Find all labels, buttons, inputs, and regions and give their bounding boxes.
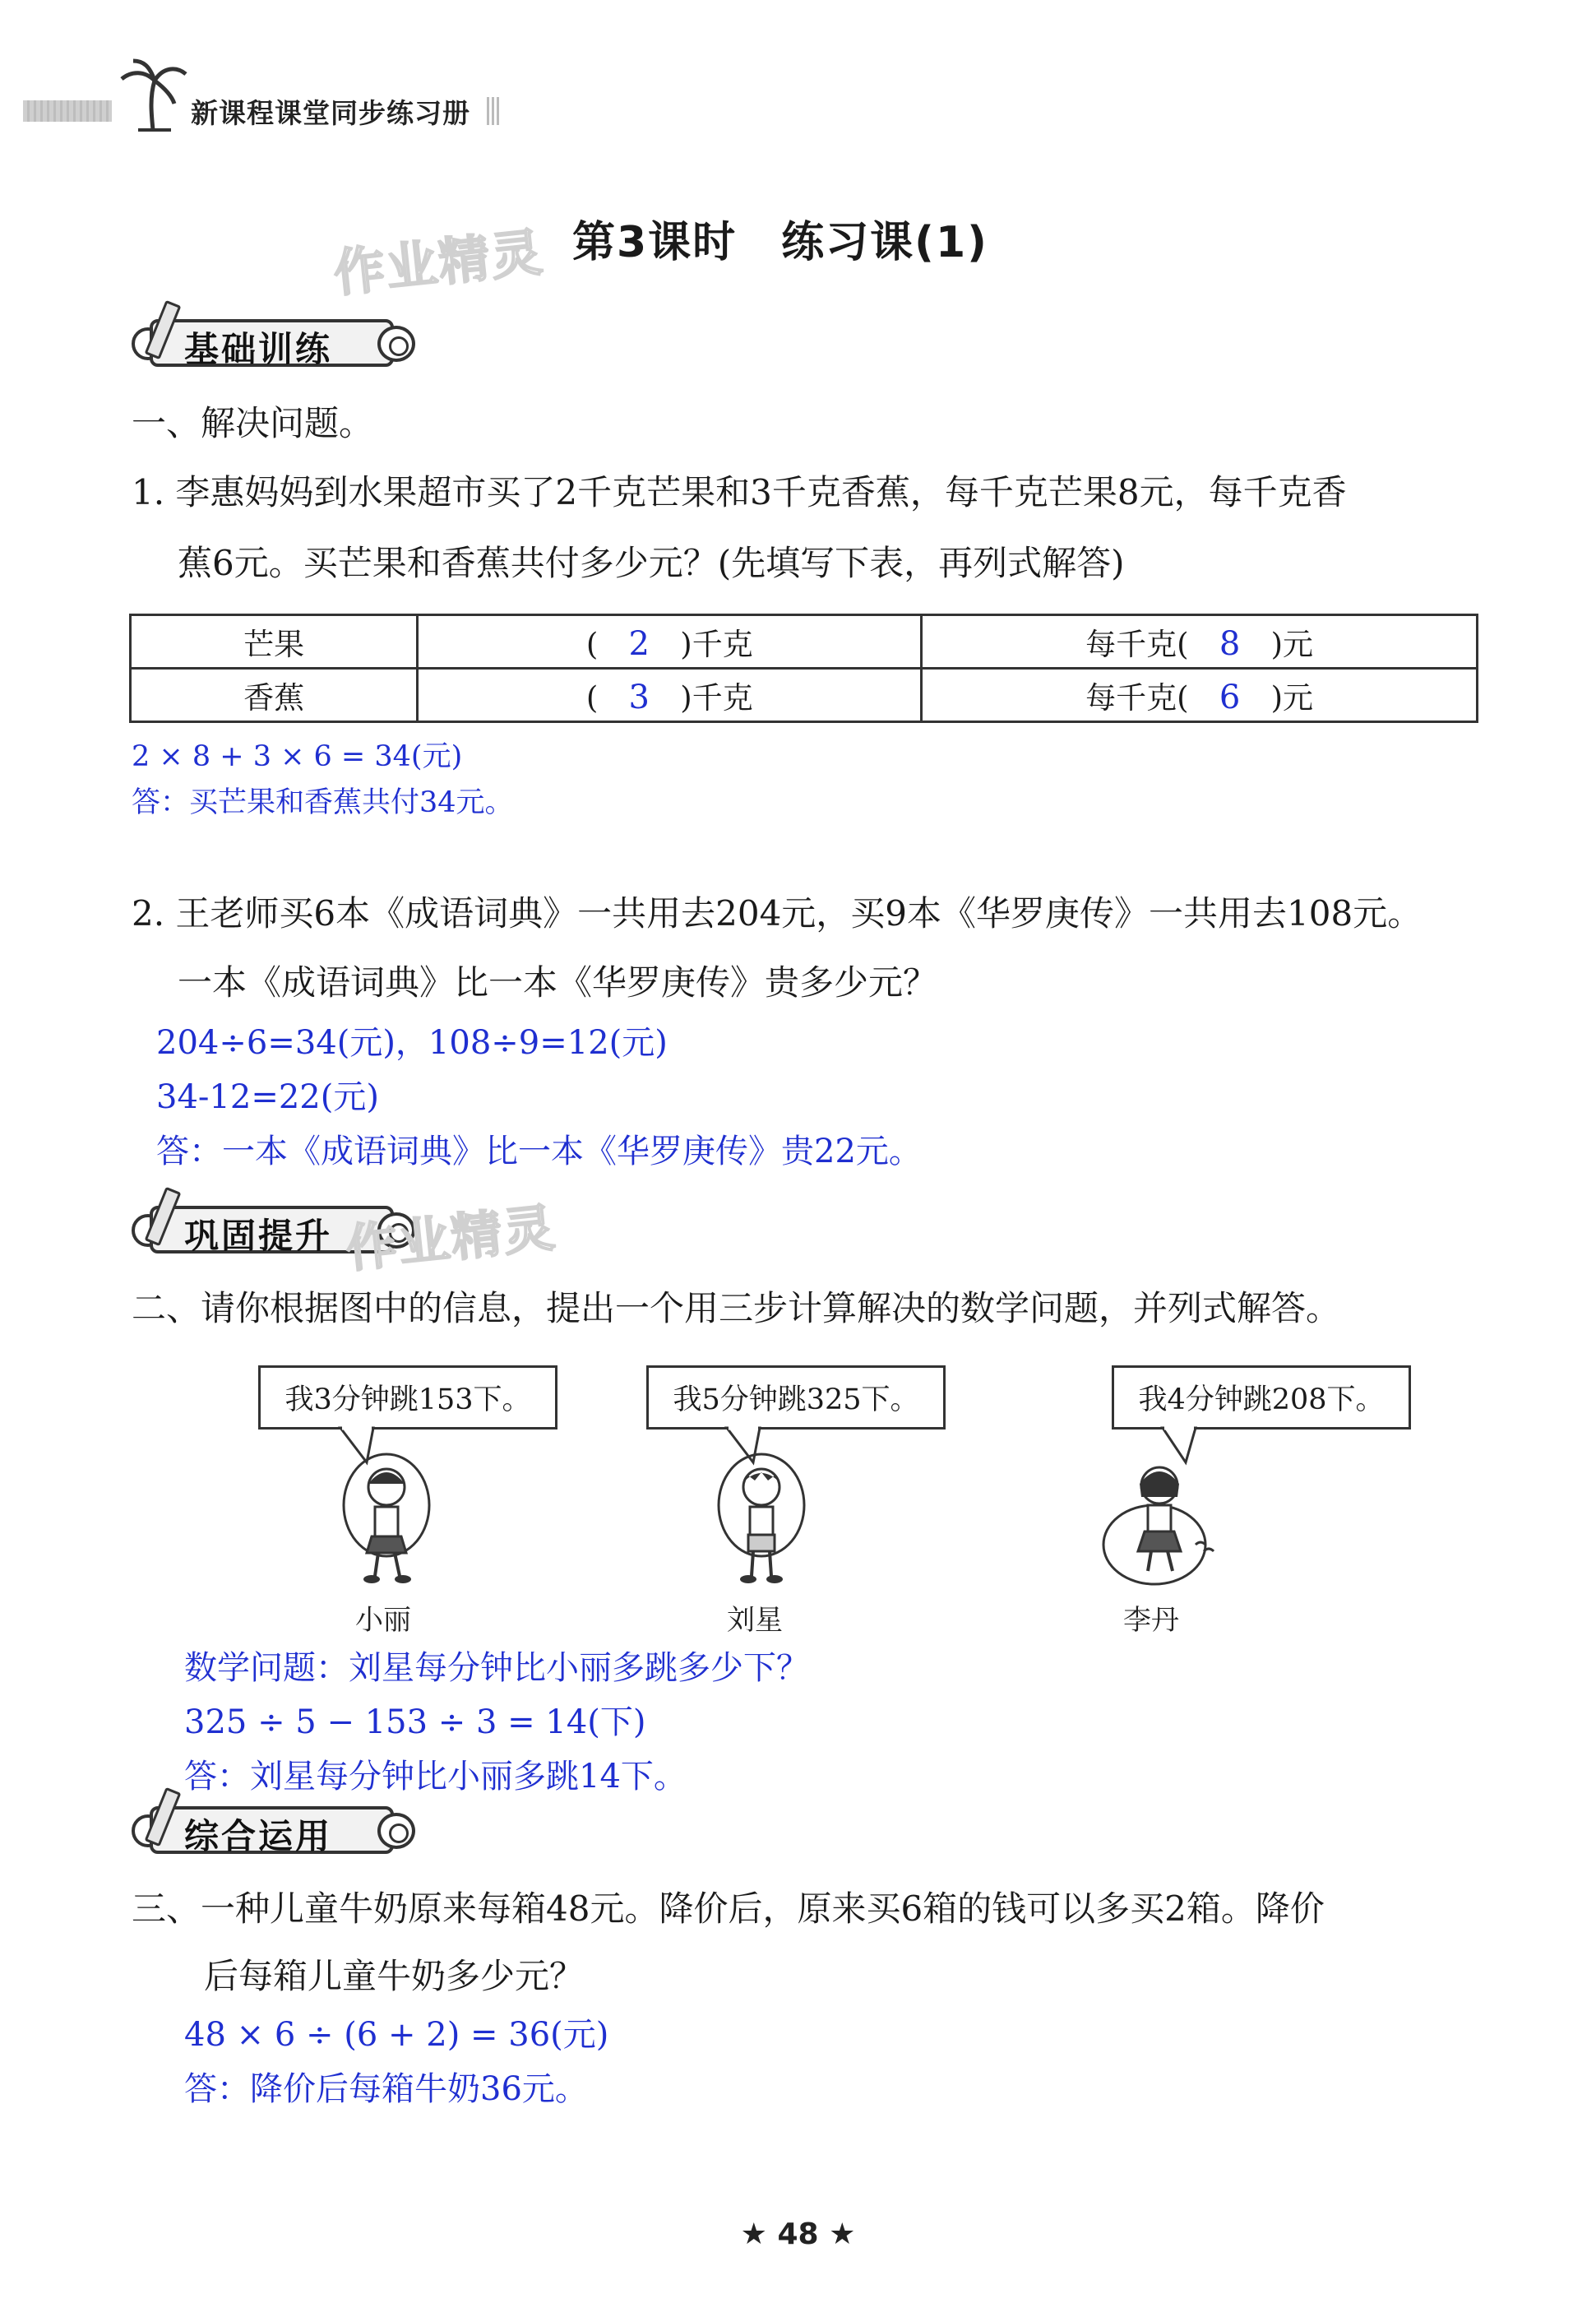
filled-answer: 6 [1219, 679, 1241, 716]
q2-answer-calc2: 34-12=22(元) [156, 1078, 379, 1116]
girl-jumping-rope-icon [329, 1448, 444, 1587]
header-decoration-bar [23, 100, 112, 122]
header-ticks [487, 97, 500, 125]
section-title: 巩固提升 [184, 1216, 333, 1256]
fruit-table [129, 614, 1478, 723]
table-row [131, 615, 1478, 669]
q2-text-line1: 2. 王老师买6本《成语词典》一共用去204元，买9本《华罗庚传》一共用去108元。 [132, 893, 1423, 934]
q1-answer: 答：买芒果和香蕉共付34元。 [132, 786, 514, 819]
q2-answer-calc1: 204÷6=34(元)，108÷9=12(元) [156, 1024, 668, 1062]
lesson-title: 第3课时 练习课(1) [572, 218, 988, 267]
q1-answer-calc: 2 × 8 + 3 × 6 = 34(元) [132, 740, 463, 773]
star-icon: ★ [818, 2217, 856, 2251]
section-title: 综合运用 [184, 1816, 333, 1856]
watermark: 作业精灵 [343, 1197, 559, 1280]
speech-bubble: 我5分钟跳325下。 [646, 1365, 946, 1430]
part2-answer: 答：刘星每分钟比小丽多跳14下。 [184, 1758, 687, 1796]
filled-answer: 3 [628, 679, 650, 716]
section-banner-basic [132, 316, 415, 370]
part3-text-line2: 后每箱儿童牛奶多少元？ [204, 1956, 585, 1996]
book-title: 新课程课堂同步练习册 [191, 97, 470, 129]
table-cell: ( 3 )千克 [418, 669, 922, 722]
filled-answer: 2 [628, 625, 650, 663]
palm-tree-icon [113, 56, 189, 132]
kid-name: 小丽 [355, 1604, 411, 1637]
boy-jumping-rope-icon [704, 1448, 819, 1587]
page-number-value: 48 [777, 2217, 819, 2251]
part2-question: 数学问题：刘星每分钟比小丽多跳多少下？ [184, 1649, 809, 1687]
q2-text-line2: 一本《成语词典》比一本《华罗庚传》贵多少元？ [178, 962, 938, 1003]
table-cell: ( 2 )千克 [418, 615, 922, 669]
part2-answer-calc: 325 ÷ 5 − 153 ÷ 3 = 14(下) [184, 1703, 646, 1741]
q1-text-line2: 蕉6元。买芒果和香蕉共付多少元？(先填写下表，再列式解答) [178, 543, 1125, 583]
girl-jumping-rope-icon [1097, 1456, 1237, 1596]
part1-heading: 一、解决问题。 [132, 403, 374, 443]
part3-answer-calc: 48 × 6 ÷ (6 + 2) = 36(元) [184, 2016, 609, 2054]
table-cell: 香蕉 [131, 669, 418, 722]
filled-answer: 8 [1219, 625, 1241, 663]
table-cell: 芒果 [131, 615, 418, 669]
q2-answer: 答：一本《成语词典》比一本《华罗庚传》贵22元。 [156, 1133, 922, 1170]
star-icon: ★ [740, 2217, 778, 2251]
speech-bubble: 我3分钟跳153下。 [258, 1365, 557, 1430]
watermark: 作业精灵 [331, 221, 547, 304]
speech-bubble: 我4分钟跳208下。 [1112, 1365, 1411, 1430]
kid-name: 刘星 [727, 1604, 783, 1637]
page-number [0, 2217, 1596, 2251]
table-cell: 每千克( 8 )元 [922, 615, 1478, 669]
section-banner-comprehensive [132, 1803, 415, 1857]
part3-text-line1: 三、一种儿童牛奶原来每箱48元。降价后，原来买6箱的钱可以多买2箱。降价 [132, 1888, 1325, 1929]
table-row [131, 669, 1478, 722]
part2-heading: 二、请你根据图中的信息，提出一个用三步计算解决的数学问题，并列式解答。 [132, 1288, 1341, 1328]
q1-text-line1: 1. 李惠妈妈到水果超市买了2千克芒果和3千克香蕉，每千克芒果8元，每千克香 [132, 472, 1347, 512]
kid-name: 李丹 [1123, 1604, 1179, 1637]
section-title: 基础训练 [184, 329, 333, 369]
table-cell: 每千克( 6 )元 [922, 669, 1478, 722]
part3-answer: 答：降价后每箱牛奶36元。 [184, 2070, 588, 2108]
